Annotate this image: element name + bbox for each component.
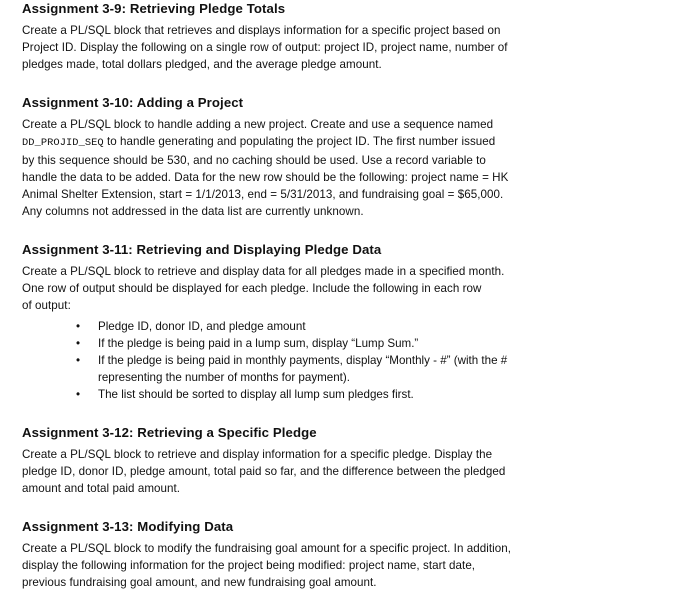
sequence-name-code: DD_PROJID_SEQ — [22, 137, 104, 149]
paragraph-line: Animal Shelter Extension, start = 1/1/2013, end = 5/31/2013, and fundraising goal = $65,000. — [22, 188, 504, 201]
paragraph-line: amount and total paid amount. — [22, 482, 181, 495]
list-item-text: The list should be sorted to display all lump sum pledges first. — [98, 388, 414, 401]
assignment-3-10 — [22, 94, 582, 220]
bullet-list — [22, 318, 582, 403]
assignment-3-9 — [22, 0, 582, 73]
section-paragraph — [22, 116, 582, 220]
paragraph-line: of output: — [22, 299, 71, 312]
paragraph-line: Create a PL/SQL block to modify the fundraising goal amount for a specific project. In addition, — [22, 542, 511, 555]
list-item-text: Pledge ID, donor ID, and pledge amount — [98, 320, 306, 333]
assignment-3-11 — [22, 241, 582, 403]
document-page — [22, 0, 582, 591]
list-item-text: If the pledge is being paid in monthly payments, display “Monthly - #” (with the # — [98, 354, 508, 367]
bullet-icon: • — [76, 320, 81, 333]
section-heading: Assignment 3-13: Modifying Data — [22, 519, 234, 534]
paragraph-line: Create a PL/SQL block to retrieve and display information for a specific pledge. Display the — [22, 448, 493, 461]
list-item — [22, 335, 582, 352]
section-paragraph — [22, 446, 582, 497]
bullet-icon: • — [76, 388, 81, 401]
section-paragraph — [22, 22, 582, 73]
paragraph-line: Any columns not addressed in the data list are currently unknown. — [22, 205, 364, 218]
section-paragraph — [22, 263, 582, 314]
paragraph-line: previous fundraising goal amount, and new fundraising goal amount. — [22, 576, 377, 589]
bullet-icon: • — [76, 337, 81, 350]
paragraph-line: pledges made, total dollars pledged, and the average pledge amount. — [22, 58, 382, 71]
paragraph-line: Create a PL/SQL block to handle adding a new project. Create and use a sequence named — [22, 118, 494, 131]
paragraph-line-text: to handle generating and populating the project ID. The first number issued — [103, 135, 496, 148]
section-heading: Assignment 3-11: Retrieving and Displaying Pledge Data — [22, 242, 382, 257]
paragraph-line: Project ID. Display the following on a single row of output: project ID, project name, number of — [22, 41, 508, 54]
section-heading: Assignment 3-9: Retrieving Pledge Totals — [22, 1, 286, 16]
list-item-text: If the pledge is being paid in a lump sum, display “Lump Sum.” — [98, 337, 419, 350]
paragraph-line: pledge ID, donor ID, pledge amount, total paid so far, and the difference between the pledged — [22, 465, 506, 478]
paragraph-line: display the following information for the project being modified: project name, start date, — [22, 559, 476, 572]
paragraph-line: Create a PL/SQL block to retrieve and display data for all pledges made in a specified month. — [22, 265, 505, 278]
paragraph-line: One row of output should be displayed for each pledge. Include the following in each row — [22, 282, 482, 295]
list-item — [22, 386, 582, 403]
assignment-3-13 — [22, 518, 582, 591]
section-paragraph — [22, 540, 582, 591]
paragraph-line: Create a PL/SQL block that retrieves and displays information for a specific project based on — [22, 24, 501, 37]
section-heading: Assignment 3-10: Adding a Project — [22, 95, 244, 110]
section-heading: Assignment 3-12: Retrieving a Specific Pledge — [22, 425, 317, 440]
list-item — [22, 352, 582, 386]
bullet-icon: • — [76, 354, 81, 367]
paragraph-line — [22, 133, 582, 152]
list-item-text-continuation: representing the number of months for payment). — [98, 371, 350, 384]
assignment-3-12 — [22, 424, 582, 497]
list-item — [22, 318, 582, 335]
paragraph-line: by this sequence should be 530, and no caching should be used. Use a record variable to — [22, 154, 486, 167]
paragraph-line: handle the data to be added. Data for the new row should be the following: project name = HK — [22, 171, 509, 184]
